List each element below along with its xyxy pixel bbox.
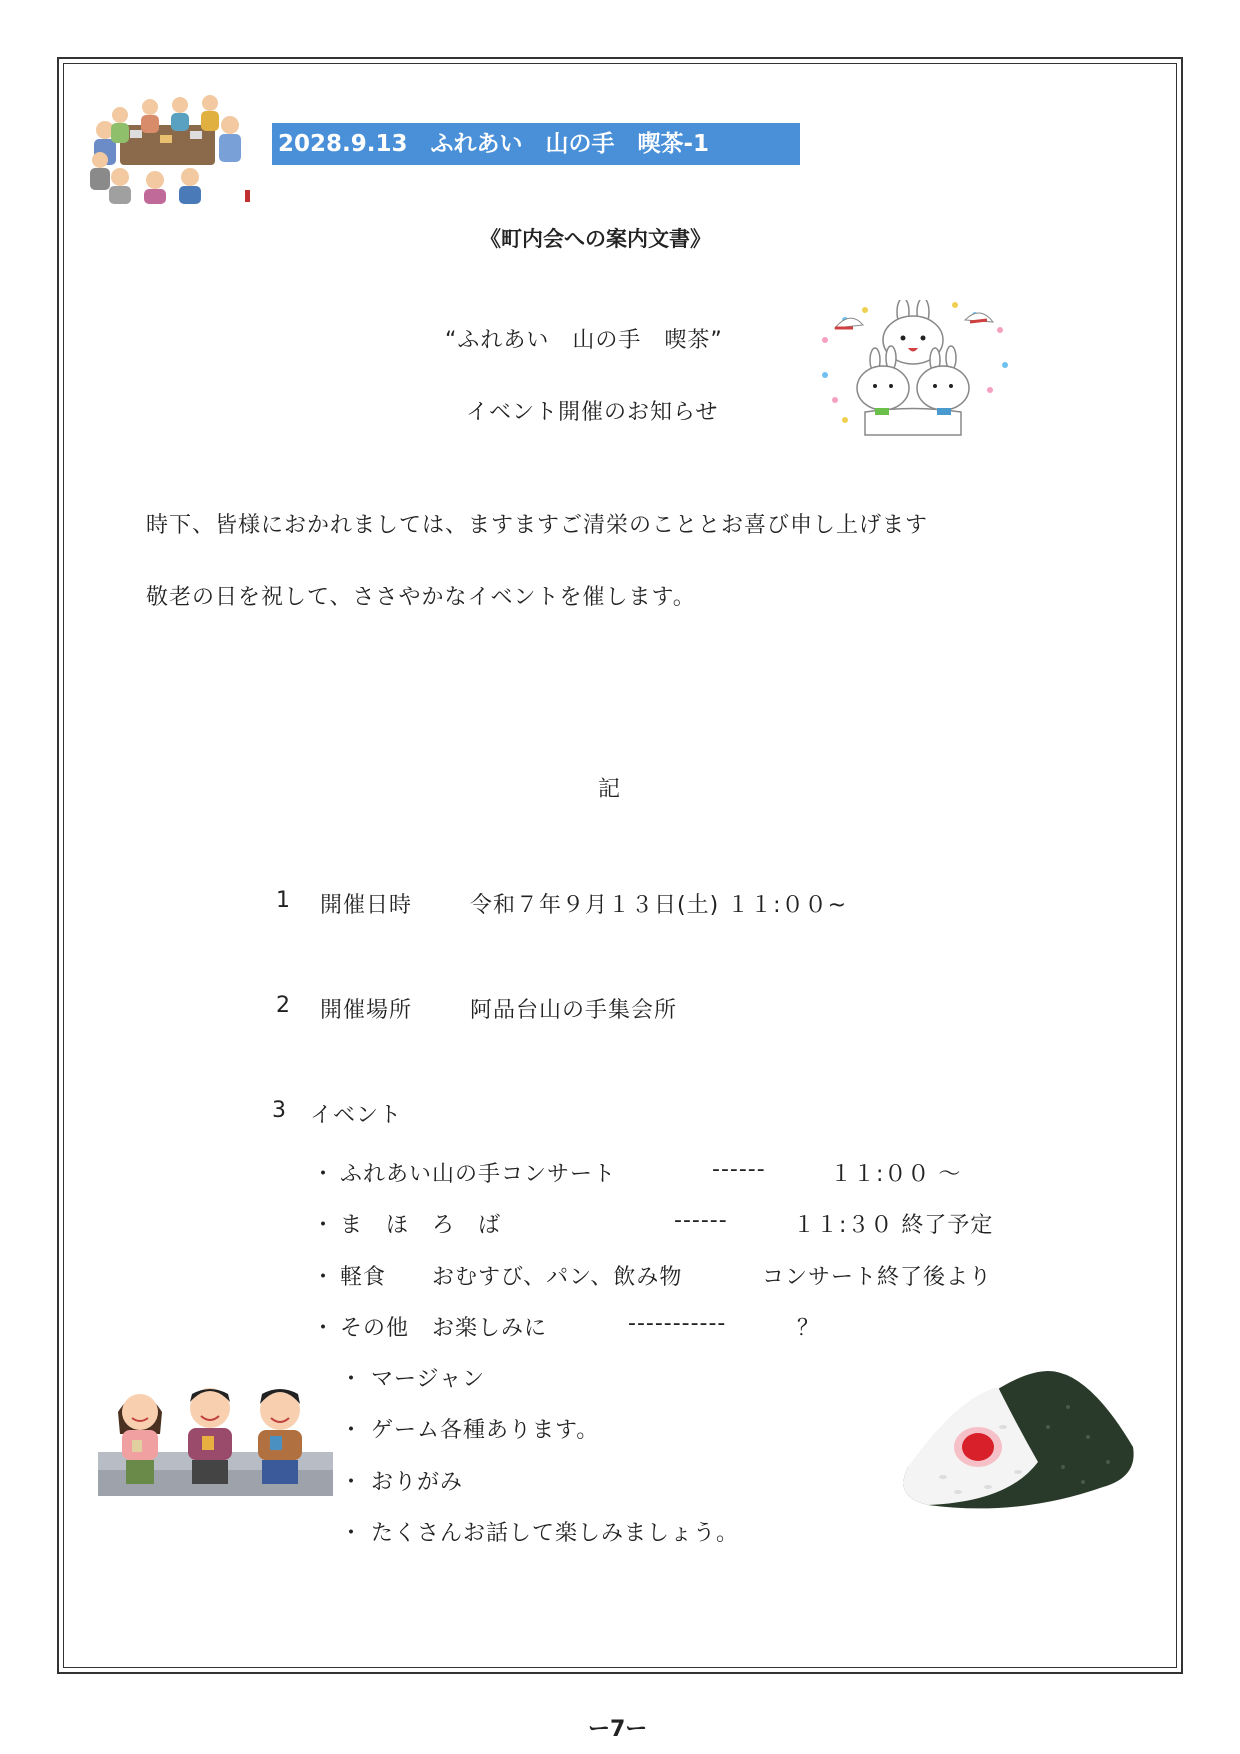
event-name-concert: ふれあい山の手コンサート — [340, 1162, 617, 1187]
header-banner: 2028.9.13 ふれあい 山の手 喫茶-1 — [272, 123, 800, 165]
rabbits-celebration-illustration — [815, 300, 1010, 440]
item-1-number: 1 — [276, 888, 291, 913]
sub-item-mahjong: ・ マージャン — [340, 1367, 486, 1392]
event-time: １１:００ ～ — [830, 1162, 962, 1187]
event-dashes: ------ — [674, 1208, 728, 1233]
event-name: “ふれあい 山の手 喫茶” — [445, 328, 723, 353]
event-name-mahoroba: ま ほ ろ ば — [340, 1213, 502, 1238]
event-bullet: ・ — [312, 1316, 336, 1341]
event-bullet: ・ — [312, 1265, 336, 1290]
greeting-text: 時下、皆様におかれましては、ますますご清栄のこととお喜び申し上げます — [146, 513, 929, 538]
item-2-number: 2 — [276, 993, 291, 1018]
item-1-label: 開催日時 — [320, 893, 413, 918]
event-name-other: その他 お楽しみに — [340, 1316, 548, 1341]
event-bullet: ・ — [312, 1162, 336, 1187]
event-bullet: ・ — [312, 1213, 336, 1238]
event-dashes: ------ — [712, 1157, 766, 1182]
event-time: １１:３０ 終了予定 — [793, 1213, 994, 1238]
event-time: ？ — [797, 1316, 821, 1341]
sub-item-games: ・ ゲーム各種あります。 — [340, 1418, 600, 1443]
event-dashes: ----------- — [628, 1311, 727, 1336]
item-1-value: 令和７年９月１３日(土) １１:００~ — [470, 893, 848, 918]
onigiri-illustration — [888, 1367, 1148, 1517]
notice-heading: イベント開催のお知らせ — [466, 400, 719, 425]
people-gathering-illustration — [80, 85, 255, 205]
event-time: コンサート終了後より — [762, 1265, 993, 1290]
page-number: ー7ー — [588, 1717, 648, 1742]
document-title: 《町内会への案内文書》 — [480, 227, 711, 251]
ki-heading: 記 — [598, 777, 622, 802]
item-2-label: 開催場所 — [320, 998, 413, 1023]
sub-item-chat: ・ たくさんお話して楽しみましょう。 — [340, 1521, 739, 1546]
event-name-snack: 軽食 おむすび、パン、飲み物 — [340, 1265, 683, 1290]
intro-text: 敬老の日を祝して、ささやかなイベントを催します。 — [146, 585, 696, 610]
item-3-label: イベント — [310, 1103, 403, 1128]
sub-item-origami: ・ おりがみ — [340, 1470, 463, 1495]
friends-on-bench-illustration — [98, 1372, 333, 1498]
item-2-value: 阿品台山の手集会所 — [470, 998, 678, 1023]
item-3-number: 3 — [272, 1098, 287, 1123]
